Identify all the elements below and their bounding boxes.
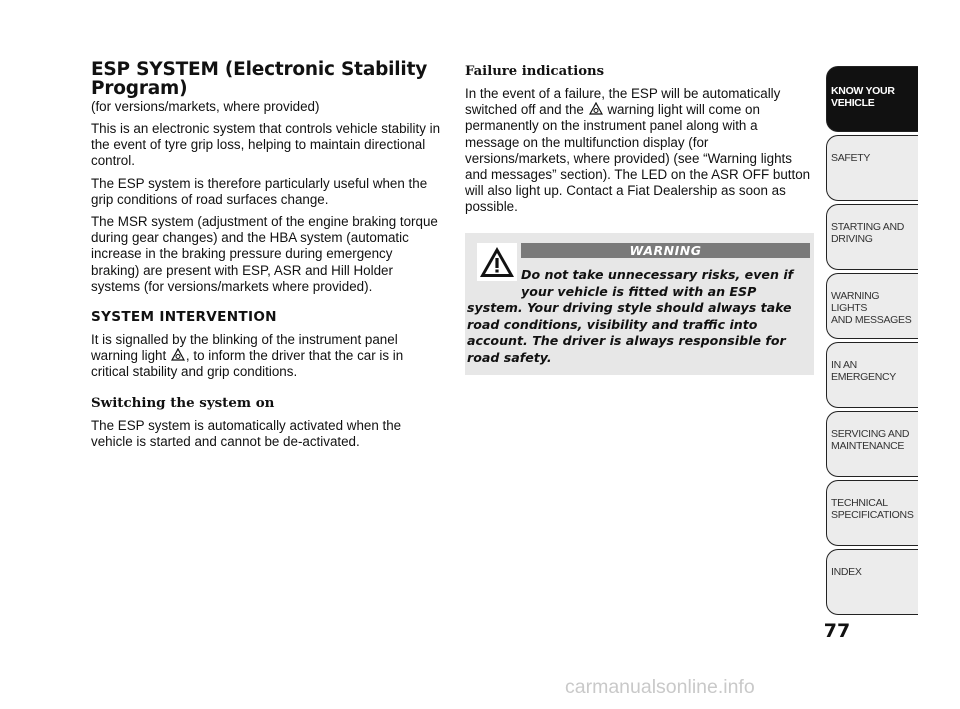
left-column bbox=[91, 60, 441, 456]
tab-know-your[interactable] bbox=[826, 66, 918, 132]
tab-in-an-emergency[interactable] bbox=[826, 342, 918, 408]
right-column bbox=[465, 64, 815, 222]
heading-failure-indications: Failure indications bbox=[465, 64, 605, 79]
tab-label-line2: SPECIFICATIONS bbox=[831, 509, 914, 521]
tab-label-line1: KNOW YOUR bbox=[831, 85, 895, 97]
paragraph-msr-hba: The MSR system (adjustment of the engine braking torque during gear changes) and the HBA system (automatic increase in the braking pressure during emergency braking) are present with ESP, ASR and Hill Holder systems (for versions/markets where provided). bbox=[91, 214, 438, 294]
watermark: carmanualsonline.info bbox=[565, 676, 755, 698]
warning-text: Do not take unnecessary risks, even if your vehicle is fitted with an ESP system. Your driving style should always take road conditions, visibility and traffic into account. The driver is always responsible for road safety. bbox=[467, 267, 794, 365]
tab-label-line2: MAINTENANCE bbox=[831, 440, 905, 452]
subtitle: (for versions/markets, where provided) bbox=[91, 99, 320, 114]
esp-warning-light-icon bbox=[589, 102, 603, 116]
tab-index[interactable] bbox=[826, 549, 918, 615]
paragraph-switching-on: The ESP system is automatically activated when the vehicle is started and cannot be de-activated. bbox=[91, 417, 402, 449]
tab-warning-lights[interactable] bbox=[826, 273, 918, 339]
heading-switching-on: Switching the system on bbox=[91, 394, 275, 411]
paragraph-usefulness: The ESP system is therefore particularly useful when the grip conditions of road surfaces change. bbox=[91, 175, 428, 207]
tab-label-line1: SERVICING AND bbox=[831, 428, 910, 440]
tab-label-line1: INDEX bbox=[831, 566, 862, 578]
page-title: ESP SYSTEM (Electronic Stability Program) bbox=[91, 59, 428, 99]
tab-starting-and[interactable] bbox=[826, 204, 918, 270]
tab-label-line1: SAFETY bbox=[831, 152, 871, 164]
tab-label-line2: VEHICLE bbox=[831, 97, 875, 109]
section-tabs bbox=[826, 66, 960, 618]
warning-box bbox=[465, 233, 814, 375]
tab-safety[interactable] bbox=[826, 135, 918, 201]
tab-label-line1: STARTING AND bbox=[831, 221, 905, 233]
heading-system-intervention: SYSTEM INTERVENTION bbox=[91, 309, 277, 326]
page-number: 77 bbox=[823, 620, 851, 642]
tab-technical[interactable] bbox=[826, 480, 918, 546]
tab-label-line1: WARNING LIGHTS bbox=[831, 290, 880, 314]
tab-label-line1: TECHNICAL bbox=[831, 497, 888, 509]
esp-warning-light-icon bbox=[171, 348, 185, 362]
paragraph-failure: In the event of a failure, the ESP will be automatically switched off and the warning light will come on permanently on the instrument panel along with a message on the multifunction display (for versions/markets, where provided) (see “Warning lights and messages” section). The LED on the ASR OFF button will also light up. Contact a Fiat Dealership as soon as possible. bbox=[465, 86, 811, 215]
tab-servicing-and[interactable] bbox=[826, 411, 918, 477]
tab-label-line2: AND MESSAGES bbox=[831, 314, 912, 326]
paragraph-intervention: It is signalled by the blinking of the instrument panel warning light , to inform the driver that the car is in critical stability and grip conditions. bbox=[91, 332, 404, 380]
tab-label-line2: DRIVING bbox=[831, 233, 873, 245]
warning-label: WARNING bbox=[521, 243, 810, 258]
tab-label-line1: IN AN EMERGENCY bbox=[831, 359, 896, 383]
paragraph-intro: This is an electronic system that controls vehicle stability in the event of tyre grip loss, helping to maintain directional control. bbox=[91, 121, 441, 169]
